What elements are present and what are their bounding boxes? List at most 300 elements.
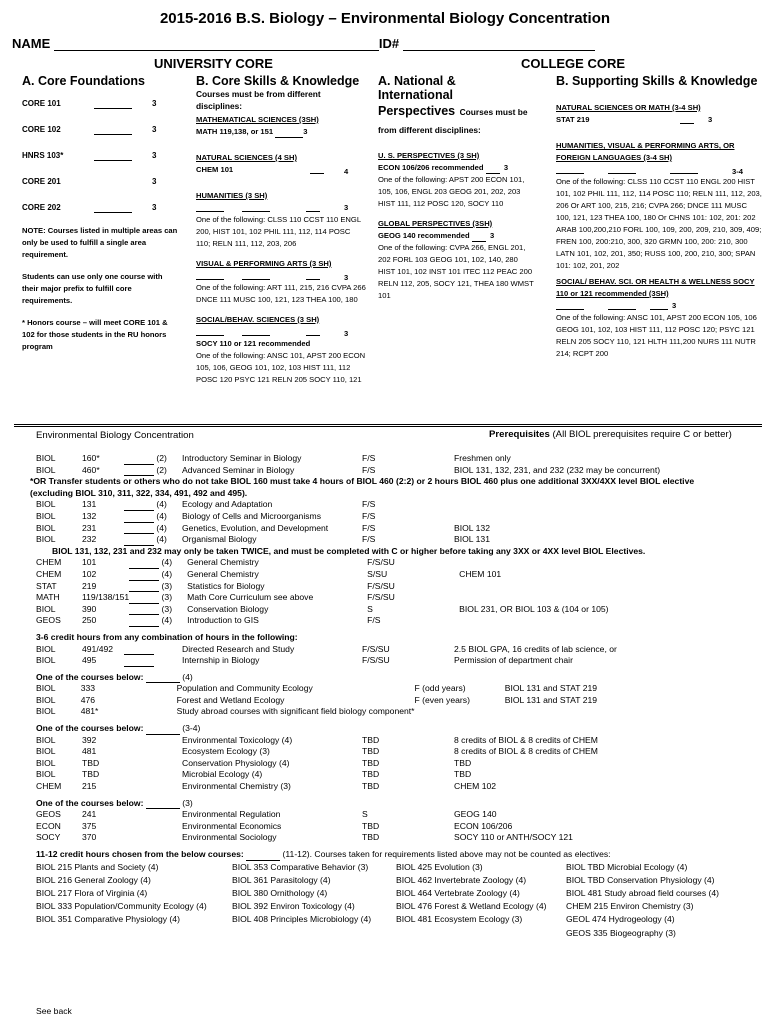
course-semester: F/S	[362, 464, 376, 475]
global-recommended: GEOG 140 recommended	[378, 231, 470, 240]
credit-hours: (4)	[156, 510, 167, 521]
table-row	[36, 695, 766, 707]
table-row	[22, 125, 156, 151]
grade-blank[interactable]	[124, 501, 154, 511]
global-options: One of the following: CVPA 266, ENGL 201, 202 FORL 103 GEOG 101, 102, 140, 280 HIST 101, 102 INST 101 ITEC 112 PEAC 200 RELN 112, 205, SOCY 121, THEA 180 WMST 101	[378, 243, 534, 300]
table-row	[36, 604, 729, 616]
course-hours	[121, 695, 176, 707]
college-core-heading: COLLEGE CORE	[521, 56, 626, 71]
us-perspectives-heading: U. S. PERSPECTIVES (3 SH)	[378, 151, 480, 160]
course-number: TBD	[82, 757, 100, 768]
elective-course: BIOL 476 Forest & Wetland Ecology (4)	[396, 901, 547, 912]
core-label: CORE 101	[22, 99, 61, 108]
course-hours	[124, 809, 182, 821]
grade-blank[interactable]	[670, 164, 698, 174]
perspectives-heading: Perspectives	[378, 104, 456, 118]
grade-blank[interactable]	[129, 617, 159, 627]
grade-blank[interactable]	[680, 114, 694, 124]
core-label: CORE 201	[22, 177, 61, 186]
course-dept: BIOL	[36, 499, 56, 510]
course-number: 370	[82, 832, 97, 843]
elective-course: CHEM 215 Environ Chemistry (3)	[566, 901, 694, 912]
course-dept: BIOL	[36, 706, 56, 717]
elective-course: GEOL 474 Hydrogeology (4)	[566, 914, 675, 925]
course-number: 460*	[82, 464, 100, 475]
table-row	[36, 832, 724, 844]
course-semester: F/S	[362, 453, 376, 463]
course-dept: CHEM	[36, 568, 62, 579]
credit-hours: (3)	[161, 603, 173, 614]
elective-course: BIOL 333 Population/Community Ecology (4)	[36, 901, 207, 912]
prerequisites-header	[489, 429, 732, 440]
grade-blank[interactable]	[196, 270, 224, 280]
course-dept: CHEM	[36, 781, 62, 792]
table-row	[36, 735, 724, 747]
grade-blank[interactable]	[196, 326, 224, 336]
course-number: 481*	[80, 706, 99, 717]
credit-hours: (4)	[156, 522, 167, 533]
course-prerequisite	[459, 581, 729, 593]
course-hours	[124, 832, 182, 844]
group3-table	[36, 735, 724, 793]
grade-blank[interactable]	[124, 513, 154, 523]
name-field[interactable]	[54, 38, 379, 51]
grade-blank[interactable]	[196, 202, 224, 212]
social-behav-options: One of the following: ANSC 101, APST 200 ECON 105, 106, GEOG 101, 102, 103 HIST 111, 112 POSC 120 PSYC 121 RELN 205 SOCY 110, 121	[196, 351, 366, 384]
grade-blank[interactable]	[124, 524, 154, 534]
supporting-heading: B. Supporting Skills & Knowledge	[556, 74, 758, 88]
course-title: Environmental Chemistry (3)	[182, 781, 291, 792]
table-row	[36, 511, 724, 523]
course-title: Ecology and Adaptation	[182, 499, 273, 510]
table-row	[36, 769, 724, 781]
divider	[14, 424, 762, 425]
course-prerequisite: TBD	[454, 769, 472, 780]
course-prerequisite: Permission of department chair	[454, 655, 573, 666]
course-semester: S/SU	[367, 568, 388, 579]
course-number: 232	[82, 534, 97, 545]
table-row	[36, 523, 724, 535]
course-semester: F/S	[362, 522, 376, 533]
divider	[14, 426, 762, 427]
credit-hours: (3)	[161, 592, 173, 603]
course-number: 101	[82, 557, 97, 568]
grade-blank[interactable]	[94, 151, 132, 161]
course-title: General Chemistry	[187, 568, 259, 579]
course-dept: BIOL	[36, 453, 56, 463]
grade-blank[interactable]	[242, 270, 270, 280]
grade-blank[interactable]	[310, 164, 324, 174]
table-row	[22, 177, 156, 203]
course-title: Biology of Cells and Microorganisms	[182, 510, 321, 521]
course-prerequisite	[459, 557, 729, 569]
course-prerequisite	[459, 615, 729, 627]
course-hours	[124, 746, 182, 758]
math-courses: MATH 119,138, or 151	[196, 127, 274, 136]
grade-blank[interactable]	[608, 164, 636, 174]
table-row	[36, 781, 724, 793]
course-hours	[121, 683, 176, 695]
national-heading-line2	[378, 102, 534, 138]
electives-heading: 11-12 credit hours chosen from the below courses:	[36, 849, 244, 859]
course-semester: F (even years)	[414, 694, 470, 705]
course-dept: BIOL	[36, 734, 56, 745]
math-line	[196, 126, 366, 138]
course-dept: GEOS	[36, 809, 61, 820]
grade-blank[interactable]	[556, 300, 584, 310]
grade-blank[interactable]	[124, 455, 154, 465]
table-row	[36, 592, 729, 604]
course-semester: F/S/SU	[367, 557, 395, 568]
course-hours	[124, 465, 182, 477]
course-title: Organismal Biology	[182, 534, 257, 545]
elective-course: BIOL 408 Principles Microbiology (4)	[232, 914, 372, 925]
course-semester: F/S	[362, 534, 376, 545]
course-semester: S	[362, 809, 368, 820]
humanities-heading: HUMANITIES (3 SH)	[196, 191, 268, 200]
credit-hours: (4)	[161, 568, 173, 579]
course-dept: GEOS	[36, 615, 61, 626]
course-hours	[124, 769, 182, 781]
hfa-hours: 3-4	[732, 167, 743, 176]
course-prerequisite: 8 credits of BIOL & 8 credits of CHEM	[454, 746, 598, 757]
core-hours: 3	[152, 125, 157, 134]
grade-blank[interactable]	[124, 536, 154, 546]
elective-course: BIOL 216 General Zoology (4)	[36, 874, 151, 885]
social-behav-blanks	[196, 326, 366, 338]
course-number: 495	[82, 655, 97, 666]
elective-course: BIOL 425 Evolution (3)	[396, 861, 483, 872]
group3-heading: One of the courses below:	[36, 723, 144, 734]
grade-blank[interactable]	[306, 202, 320, 212]
elective-course: BIOL 481 Ecosystem Ecology (3)	[396, 914, 523, 925]
shw-hours: 3	[672, 301, 677, 310]
course-prerequisite: CHEM 101	[459, 568, 502, 579]
course-title: Internship in Biology	[182, 655, 260, 666]
course-prerequisite: BIOL 131	[454, 534, 490, 545]
group1-table	[36, 644, 724, 667]
course-number: 231	[82, 522, 97, 533]
grade-blank[interactable]	[650, 300, 668, 310]
electives-table	[36, 861, 756, 940]
grade-blank[interactable]	[129, 559, 159, 569]
course-number: 491/492	[82, 643, 114, 654]
course-title: Conservation Physiology (4)	[182, 757, 290, 768]
course-dept: BIOL	[36, 603, 56, 614]
university-core-heading: UNIVERSITY CORE	[154, 56, 273, 71]
grade-blank[interactable]	[275, 128, 303, 138]
grade-blank[interactable]	[472, 232, 486, 242]
course-title: Study abroad courses with significant field biology component*	[176, 706, 415, 717]
table-row	[36, 900, 756, 913]
table-row	[36, 557, 729, 569]
course-semester: F/S/SU	[362, 655, 390, 666]
course-semester: F/S/SU	[367, 592, 395, 603]
id-field[interactable]	[403, 38, 595, 51]
course-hours	[129, 581, 187, 593]
table-row	[22, 99, 156, 125]
course-dept: BIOL	[36, 683, 56, 694]
grade-blank[interactable]	[94, 99, 132, 109]
course-prerequisite: BIOL 131 and STAT 219	[504, 694, 598, 705]
course-dept: MATH	[36, 592, 60, 603]
natural-sciences-course: CHEM 101	[196, 165, 234, 174]
table-row	[36, 499, 724, 511]
course-dept: BIOL	[36, 655, 56, 666]
grade-blank[interactable]	[608, 300, 636, 310]
course-semester: TBD	[362, 820, 380, 831]
hfa-blanks	[556, 164, 762, 176]
core-foundations-section	[22, 74, 180, 353]
table-row	[36, 809, 724, 821]
core-hours: 3	[152, 203, 157, 212]
elective-course: BIOL 380 Ornithology (4)	[232, 888, 328, 898]
name-id-row	[12, 36, 762, 51]
course-hours	[124, 821, 182, 833]
grade-blank[interactable]	[124, 466, 154, 476]
elective-course: BIOL TBD Microbial Ecology (4)	[566, 861, 688, 872]
course-semester: F/S	[362, 499, 376, 510]
grade-blank[interactable]	[306, 270, 320, 280]
core-foundations-heading: A. Core Foundations	[22, 74, 145, 88]
course-prerequisite: BIOL 132	[454, 522, 490, 533]
group1-heading: 3-6 credit hours from any combination of hours in the following:	[36, 631, 298, 642]
note-multiple-areas: NOTE: Courses listed in multiple areas can only be used to fulfill a single area requirement.	[22, 226, 178, 259]
core-skills-intro: Courses must be from different disciplines:	[196, 89, 321, 111]
course-hours	[124, 534, 182, 546]
course-title: Genetics, Evolution, and Development	[182, 522, 329, 533]
course-hours	[129, 592, 187, 604]
elective-course: BIOL 464 Vertebrate Zoology (4)	[396, 888, 520, 898]
table-row	[36, 874, 756, 887]
ns-math-hours: 3	[708, 115, 713, 124]
vpa-options: One of the following: ART 111, 215, 216 CVPA 266 DNCE 111 MUSC 100, 121, 123 THEA 100, 180	[196, 283, 366, 304]
prerequisites-heading: Prerequisites	[489, 429, 550, 440]
natural-sciences-line	[196, 164, 366, 176]
credit-hours: (4)	[161, 615, 173, 626]
grade-blank[interactable]	[94, 125, 132, 135]
elective-course: BIOL 361 Parasitology (4)	[232, 874, 331, 885]
course-dept: BIOL	[36, 757, 56, 768]
course-title: Math Core Curriculum see above	[187, 592, 314, 603]
us-hours: 3	[503, 163, 509, 172]
core-label: CORE 202	[22, 203, 61, 212]
ns-math-heading: NATURAL SCIENCES OR MATH (3-4 SH)	[556, 103, 701, 112]
course-number: 241	[82, 809, 97, 820]
elective-course: BIOL 351 Comparative Physiology (4)	[36, 914, 180, 925]
course-title: General Chemistry	[187, 557, 259, 568]
course-prerequisite	[459, 592, 729, 604]
vpa-blanks	[196, 270, 366, 282]
course-title: Environmental Sociology	[182, 832, 277, 843]
course-semester: TBD	[362, 757, 380, 768]
course-number: 392	[82, 734, 97, 745]
grade-blank[interactable]	[129, 605, 159, 615]
group2-hours: (4)	[182, 671, 193, 682]
course-title: Environmental Toxicology (4)	[182, 734, 293, 745]
table-row	[36, 534, 724, 546]
group4-table	[36, 809, 724, 844]
course-prerequisite: SOCY 110 or ANTH/SOCY 121	[454, 832, 573, 843]
course-dept: BIOL	[36, 510, 56, 521]
course-hours	[129, 604, 187, 616]
course-prerequisite: Freshmen only	[454, 453, 511, 463]
concentration-body	[30, 453, 766, 940]
table-row	[36, 821, 724, 833]
support-courses-table	[36, 557, 729, 627]
course-number: 375	[82, 820, 97, 831]
course-title: Introductory Seminar in Biology	[182, 453, 302, 463]
credit-hours: (2)	[156, 464, 167, 475]
shw-blanks	[556, 300, 762, 312]
course-semester: TBD	[362, 769, 380, 780]
course-title: Directed Research and Study	[182, 643, 295, 654]
course-prerequisite: 8 credits of BIOL & 8 credits of CHEM	[454, 734, 598, 745]
social-behav-heading: SOCIAL/BEHAV. SCIENCES (3 SH)	[196, 315, 320, 324]
course-hours	[124, 758, 182, 770]
vpa-hours: 3	[344, 273, 349, 282]
group2-table	[36, 683, 766, 718]
course-dept: BIOL	[36, 694, 56, 705]
course-semester: F/S	[367, 615, 381, 626]
course-dept: BIOL	[36, 464, 56, 475]
math-heading: MATHEMATICAL SCIENCES (3SH)	[196, 115, 319, 124]
natural-sciences-heading: NATURAL SCIENCES (4 SH)	[196, 153, 297, 162]
see-back-note: See back	[36, 1006, 72, 1016]
grade-blank[interactable]	[94, 203, 132, 213]
course-semester: F/S	[362, 510, 376, 521]
course-prerequisite: GEOG 140	[454, 809, 497, 820]
grade-blank[interactable]	[124, 657, 154, 667]
grade-blank[interactable]	[124, 645, 154, 655]
credit-hours: (2)	[156, 453, 167, 463]
grade-blank[interactable]	[556, 164, 584, 174]
grade-blank[interactable]	[129, 571, 159, 581]
course-hours	[129, 557, 187, 569]
grade-blank[interactable]	[129, 582, 159, 592]
course-semester: TBD	[362, 734, 380, 745]
core-bio-table	[36, 499, 724, 545]
course-dept: STAT	[36, 580, 57, 591]
prerequisites-note: (All BIOL prerequisites require C or better)	[552, 429, 732, 440]
name-label: NAME	[12, 36, 51, 51]
elective-course: BIOL 392 Environ Toxicology (4)	[232, 901, 355, 912]
course-dept: BIOL	[36, 746, 56, 757]
humanities-options: One of the following: CLSS 110 CCST 110 ENGL 200, HIST 101, 102 PHIL 111, 112, 114 POSC 110; RELN 111, 112, 203, 206	[196, 215, 361, 248]
vpa-heading: VISUAL & PERFORMING ARTS (3 SH)	[196, 259, 332, 268]
hours-blank[interactable]	[146, 799, 180, 809]
course-hours	[129, 569, 187, 581]
electives-note: (11-12). Courses taken for requirements listed above may not be counted as electives:	[282, 849, 611, 859]
credit-hours: (4)	[161, 557, 173, 568]
grade-blank[interactable]	[486, 164, 500, 174]
course-hours	[124, 499, 182, 511]
course-semester: F/S/SU	[367, 580, 395, 591]
elective-course: BIOL TBD Conservation Physiology (4)	[566, 874, 715, 885]
course-number: 160*	[82, 453, 100, 463]
table-row	[36, 655, 724, 667]
table-row	[36, 706, 766, 718]
course-semester: TBD	[362, 781, 380, 792]
course-semester	[415, 706, 505, 718]
table-row	[36, 569, 729, 581]
grade-blank[interactable]	[306, 326, 320, 336]
course-number: 476	[80, 694, 96, 705]
hours-blank[interactable]	[246, 851, 280, 861]
course-semester: TBD	[362, 746, 380, 757]
note-honors: * Honors course – will meet CORE 101 & 102 for those students in the RU honors program	[22, 318, 168, 351]
grade-blank[interactable]	[129, 594, 159, 604]
course-semester: S	[367, 603, 373, 614]
course-title: Introduction to GIS	[187, 615, 259, 626]
supporting-skills-section	[556, 74, 762, 360]
course-number: 215	[82, 781, 97, 792]
table-row	[36, 927, 756, 940]
global-perspectives-heading: GLOBAL PERSPECTIVES (3SH)	[378, 219, 493, 228]
hours-blank[interactable]	[146, 725, 180, 735]
course-title: Environmental Economics	[182, 820, 282, 831]
grade-blank[interactable]	[242, 202, 270, 212]
group3-hours: (3-4)	[182, 723, 201, 734]
seminar-table	[36, 453, 724, 476]
group4-hours: (3)	[182, 797, 193, 808]
table-row	[36, 887, 756, 900]
elective-course: BIOL 215 Plants and Society (4)	[36, 861, 159, 872]
shw-options: One of the following: ANSC 101, APST 200 ECON 105, 106 GEOG 101, 102, 103 HIST 111, 112 POSC 120; PSYC 121 RELN 205 SOCY 110, 121 HLTH 111,200 NURS 111 NUTR 214; RCPT 200	[556, 313, 757, 358]
social-behav-hours: 3	[344, 329, 349, 338]
course-prerequisite: ECON 106/206	[454, 820, 513, 831]
course-semester: TBD	[362, 832, 380, 843]
course-prerequisite	[454, 499, 724, 511]
core-skills-section	[196, 74, 366, 386]
course-title: Microbial Ecology (4)	[182, 769, 263, 780]
core-label: CORE 102	[22, 125, 61, 134]
course-number: 119/138/151	[82, 592, 130, 603]
course-prerequisite	[454, 511, 724, 523]
course-number: TBD	[82, 769, 100, 780]
elective-course	[396, 927, 566, 940]
group2-heading-line	[36, 672, 766, 684]
math-hours: 3	[303, 127, 308, 136]
course-dept: BIOL	[36, 643, 56, 654]
concentration-heading: Environmental Biology Concentration	[36, 430, 194, 441]
or-note: *OR Transfer students or others who do not take BIOL 160 must take 4 hours of BIOL 460 (2:2) or 2 hours BIOL 460 plus one additional 3XX/4XX level BIOL elective (excluding BIOL 310, 311, 322, 334, 491, 492 and 495).	[30, 476, 695, 498]
table-row	[36, 746, 724, 758]
group2-heading: One of the courses below:	[36, 671, 144, 682]
grade-blank[interactable]	[242, 326, 270, 336]
elective-course: BIOL 217 Flora of Virginia (4)	[36, 888, 148, 898]
ns-math-line	[556, 114, 762, 126]
table-row	[36, 453, 724, 465]
course-hours	[124, 781, 182, 793]
course-prerequisite	[505, 706, 766, 718]
table-row	[22, 151, 156, 177]
course-dept: CHEM	[36, 557, 62, 568]
course-hours	[124, 523, 182, 535]
course-number: 333	[80, 683, 96, 694]
us-recommended: ECON 106/206 recommended	[378, 163, 484, 172]
course-title: Statistics for Biology	[187, 580, 265, 591]
page-title: 2015-2016 B.S. Biology – Environmental Biology Concentration	[159, 10, 611, 27]
table-row	[36, 913, 756, 926]
core-skills-heading: B. Core Skills & Knowledge	[196, 74, 360, 88]
course-title: Population and Community Ecology	[176, 683, 313, 694]
us-recommended-line	[378, 162, 534, 174]
course-title: Conservation Biology	[187, 603, 269, 614]
hours-blank[interactable]	[146, 673, 180, 683]
table-row	[36, 683, 766, 695]
course-hours	[129, 615, 187, 627]
